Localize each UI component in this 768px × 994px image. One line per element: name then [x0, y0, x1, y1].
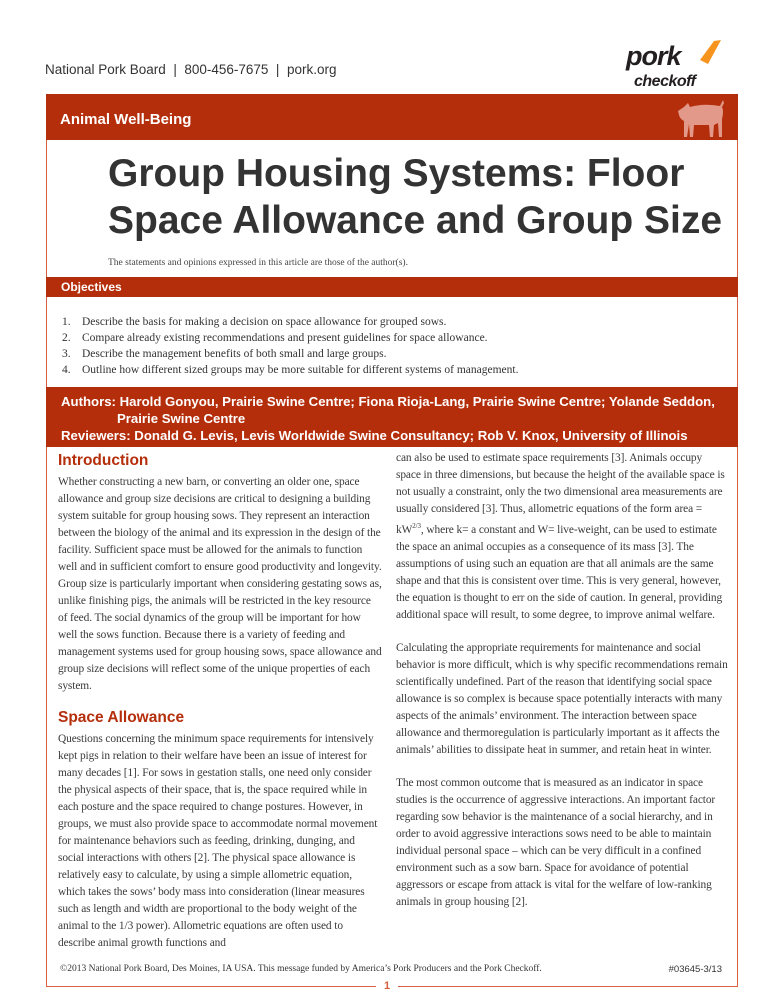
- objective-text: Describe the basis for making a decision on space allowance for grouped sows.: [82, 316, 447, 328]
- copyright: ©2013 National Pork Board, Des Moines, IA USA. This message funded by America’s Pork Producers and the Pork Checkoff.: [60, 964, 542, 974]
- left-column: [58, 450, 382, 952]
- section-heading-space-allowance: Space Allowance: [58, 709, 185, 726]
- org-name: National Pork Board: [45, 62, 166, 77]
- document-code: #03645-3/13: [668, 964, 722, 975]
- paragraph: Whether constructing a new barn, or converting an older one, space allowance and group size decisions are critical to designing a building system suitable for group housing sows. They represent an interaction between the biology of the animal and its expression in the design of the facility. Sufficient space must be allowed for the animals to function well and in sufficient comfort to ensure good productivity and longevity. Group size is particularly important when considering gestating sows as, unlike finishing pigs, the animals will be restricted in the key resource of feed. The social dynamics of the group will be important for how well the sows function. Because there is a variety of feeding and management systems used for group housing sows, space allowance and group size decisions will reflect some of the unique properties of each system.: [58, 476, 382, 692]
- list-item: 1. Describe the basis for making a decision on space allowance for grouped sows.: [62, 316, 447, 328]
- authors-line-continued: Prairie Swine Centre: [117, 411, 246, 426]
- disclaimer: The statements and opinions expressed in this article are those of the author(s).: [108, 258, 408, 268]
- section-heading-introduction: Introduction: [58, 452, 149, 469]
- list-item: 2. Compare already existing recommendations and present guidelines for space allowance.: [62, 332, 488, 344]
- svg-text:checkoff: checkoff: [634, 73, 696, 90]
- pig-icon: [676, 97, 726, 140]
- paragraph: Calculating the appropriate requirements for maintenance and social behavior is more difficult, which is why specific recommendations remain scientifically undefined. Part of the reason that identifying social space allowance is so complex is because space potentially interacts with many aspects of the animals’ environment. The interaction between space allowance and thermoregulation is particularly important as it affects the animals’ abilities to dissipate heat in summer, and retain heat in winter.: [396, 641, 728, 756]
- page-number: 1: [376, 980, 398, 992]
- svg-text:pork: pork: [626, 41, 681, 71]
- paragraph: The most common outcome that is measured as an indicator in space studies is the occurrence of aggressive interactions. An important factor regarding sow behavior is the maintenance of a social hierarchy, and in order to avoid aggressive interactions sows need to be able to maintain individual personal space – which can be very difficult in a confined environment such as a sow barn. Space for avoidance of potential aggressors or escape from attack is vital for the welfare of low-ranking animals in group housing [2].: [396, 776, 716, 908]
- objective-text: Compare already existing recommendations and present guidelines for space allowance.: [82, 332, 488, 344]
- header-contact: National Pork Board | 800-456-7675 | pork.org: [45, 62, 337, 77]
- objective-text: Outline how different sized groups may be more suitable for different systems of management.: [82, 364, 519, 376]
- superscript: 2/3: [412, 522, 421, 530]
- objective-text: Describe the management benefits of both small and large groups.: [82, 348, 387, 360]
- list-item: 4. Outline how different sized groups may be more suitable for different systems of management.: [62, 364, 519, 376]
- authors-line: Authors: Harold Gonyou, Prairie Swine Centre; Fiona Rioja-Lang, Prairie Swine Centre; Yolande Seddon,: [61, 394, 715, 409]
- list-item: 3. Describe the management benefits of both small and large groups.: [62, 348, 387, 360]
- page-title: Group Housing Systems: Floor Space Allowance and Group Size: [108, 152, 723, 242]
- text: can also be used to estimate space requirements [3]. Animals occupy space in three dimensions, but because the height of the available space is not usually a constraint, only the two dimensional area measurements are usually considered [3]. Thus, allometric equations of the form area = kW: [396, 452, 725, 536]
- reviewers-line: Reviewers: Donald G. Levis, Levis Worldwide Swine Consultancy; Rob V. Knox, University of Illinois: [61, 428, 688, 443]
- category-banner: [46, 94, 738, 140]
- text: , where k= a constant and W= live-weight, can be used to estimate the space an animal occupies as a consequence of its mass [3]. The assumptions of using such an equation are that all animals are the same shape and that this is consistent over time. This is very general, however, the equation is thought to err on the side of caution. In general, providing additional space will result, to some degree, to improve animal welfare.: [396, 523, 723, 621]
- authors-banner: [46, 387, 738, 447]
- category-label: Animal Well-Being: [60, 111, 192, 128]
- right-column: [396, 450, 728, 911]
- pork-checkoff-logo: [620, 40, 740, 90]
- paragraph: [396, 450, 728, 624]
- website: pork.org: [286, 62, 337, 77]
- phone: 800-456-7675: [184, 62, 269, 77]
- objectives-heading: Objectives: [46, 277, 738, 297]
- paragraph: Questions concerning the minimum space requirements for intensively kept pigs in relation to their welfare have been an issue of interest for many decades [1]. For sows in gestation stalls, one need only consider the physical aspects of their space, that is, the space required while in each posture and the space required to change postures. However, in groups, we must also provide space to accommodate normal movement for maintenance behaviors such as feeding, drinking, dunging, and social interactions with others [2]. The physical space allowance is relatively easy to calculate, by using a simple allometric equation, which takes the sows’ body mass into consideration (linear measures such as length and width are proportional to the body weight of the animal to the 1/3 power). Allometric equations are often used to describe animal growth functions and: [58, 733, 378, 949]
- objectives-list: [60, 314, 518, 378]
